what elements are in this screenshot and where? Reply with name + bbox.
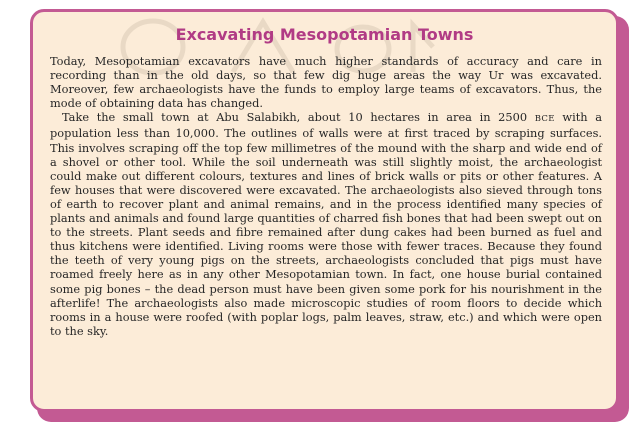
- paragraph-2: [50, 110, 602, 338]
- box-content: [50, 54, 602, 338]
- era-abbreviation: BCE: [534, 114, 555, 125]
- box-title: Excavating Mesopotamian Towns: [175, 25, 474, 44]
- paragraph-2-start: Take the small town at Abu Salabikh, about 10 hectares in area in 2500: [62, 110, 528, 125]
- paragraph-2-rest: with a population less than 10,000. The outlines of walls were at first traced by scraping surfaces. This involves scraping off the top few millimetres of the mound with the sharp and wide end of a shovel or other tool. While the soil underneath was still slightly moist, the archaeologist could make out different colours, textures and lines of brick walls or pits or other features. A few houses that were discovered were excavated. The archaeologists also sieved through tons of earth to recover plant and animal remains, and in the process identified many species of plants and animals and found large quantities of charred fish bones that had been swept out on to the streets. Plant seeds and fibre remained after dung cakes had been burned as fuel and thus kitchens were identified. Living rooms were those with fewer traces. Because they found the teeth of very young pigs on the streets, archaeologists concluded that pigs must have roamed freely here as in any other Mesopotamian town. In fact, one house burial contained some pig bones – the dead person must have been given some pork for his nourishment in the afterlife! The archaeologists also made microscopic studies of room floors to decide which rooms in a house were roofed (with poplar logs, palm leaves, straw, etc.) and which were open to the sky.: [50, 110, 603, 338]
- paragraph-1: Today, Mesopotamian excavators have much higher standards of accuracy and care in recording than in the old days, so that few dig huge areas the way Ur was excavated. Moreover, few archaeologists have the funds to employ large teams of excavators. Thus, the mode of obtaining data has changed.: [50, 54, 602, 111]
- info-box: [30, 9, 619, 412]
